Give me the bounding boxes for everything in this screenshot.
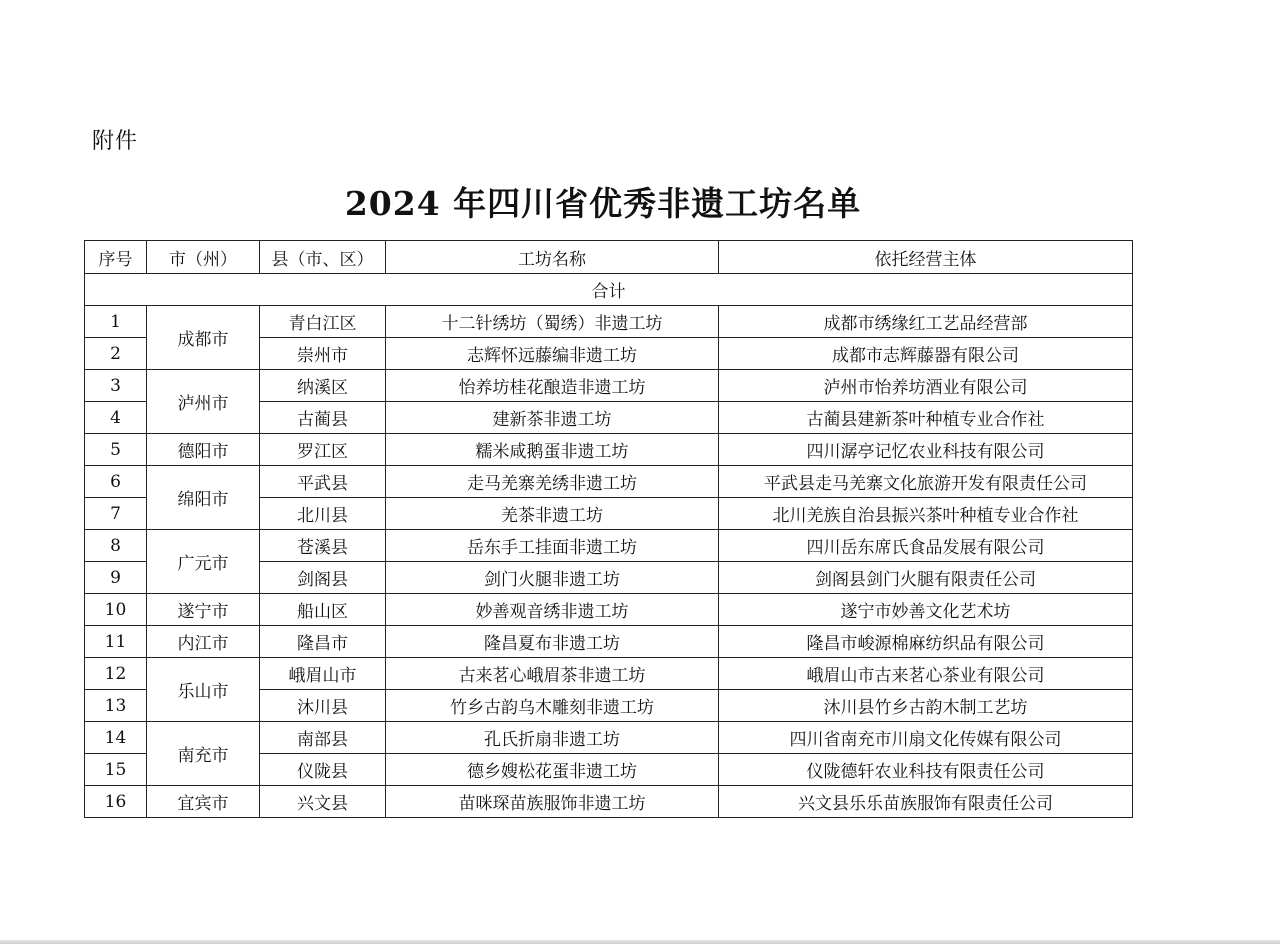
operating-entity-cell: 成都市志辉藤器有限公司 [719,338,1133,370]
city-cell: 广元市 [147,530,260,594]
county-cell: 峨眉山市 [260,658,386,690]
city-cell: 乐山市 [147,658,260,722]
city-cell: 成都市 [147,306,260,370]
serial-number-cell: 11 [85,626,147,658]
table-row [85,626,1133,658]
table-body [85,274,1133,818]
workshop-name-cell: 志辉怀远藤编非遗工坊 [386,338,719,370]
serial-number-cell: 15 [85,754,147,786]
workshop-list-table [84,240,1133,818]
document-title: 2024 年四川省优秀非遗工坊名单 [344,184,862,223]
county-cell: 青白江区 [260,306,386,338]
operating-entity-cell: 四川岳东席氏食品发展有限公司 [719,530,1133,562]
county-cell: 古蔺县 [260,402,386,434]
table-row [85,466,1133,498]
operating-entity-cell: 兴文县乐乐苗族服饰有限责任公司 [719,786,1133,818]
city-cell: 遂宁市 [147,594,260,626]
operating-entity-cell: 峨眉山市古来茗心茶业有限公司 [719,658,1133,690]
table-header-row [85,241,1133,274]
header-operating-entity: 依托经营主体 [719,241,1133,274]
table-row [85,722,1133,754]
serial-number-cell: 1 [85,306,147,338]
table-row [85,370,1133,402]
city-cell: 绵阳市 [147,466,260,530]
workshop-name-cell: 剑门火腿非遗工坊 [386,562,719,594]
serial-number-cell: 16 [85,786,147,818]
city-cell: 内江市 [147,626,260,658]
serial-number-cell: 12 [85,658,147,690]
operating-entity-cell: 沐川县竹乡古韵木制工艺坊 [719,690,1133,722]
county-cell: 罗江区 [260,434,386,466]
city-cell: 德阳市 [147,434,260,466]
workshop-name-cell: 怡养坊桂花酿造非遗工坊 [386,370,719,402]
workshop-name-cell: 糯米咸鹅蛋非遗工坊 [386,434,719,466]
workshop-name-cell: 孔氏折扇非遗工坊 [386,722,719,754]
workshop-name-cell: 岳东手工挂面非遗工坊 [386,530,719,562]
serial-number-cell: 6 [85,466,147,498]
workshop-name-cell: 妙善观音绣非遗工坊 [386,594,719,626]
header-county: 县（市、区） [260,241,386,274]
county-cell: 剑阁县 [260,562,386,594]
serial-number-cell: 3 [85,370,147,402]
county-cell: 平武县 [260,466,386,498]
table-row [85,594,1133,626]
serial-number-cell: 13 [85,690,147,722]
table-row [85,434,1133,466]
table-row [85,530,1133,562]
workshop-name-cell: 建新茶非遗工坊 [386,402,719,434]
operating-entity-cell: 成都市绣缘红工艺品经营部 [719,306,1133,338]
serial-number-cell: 8 [85,530,147,562]
header-workshop-name: 工坊名称 [386,241,719,274]
operating-entity-cell: 四川潺亭记忆农业科技有限公司 [719,434,1133,466]
city-cell: 宜宾市 [147,786,260,818]
serial-number-cell: 7 [85,498,147,530]
operating-entity-cell: 仪陇德轩农业科技有限责任公司 [719,754,1133,786]
county-cell: 苍溪县 [260,530,386,562]
header-serial-number: 序号 [85,241,147,274]
operating-entity-cell: 泸州市怡养坊酒业有限公司 [719,370,1133,402]
county-cell: 南部县 [260,722,386,754]
serial-number-cell: 10 [85,594,147,626]
operating-entity-cell: 古蔺县建新茶叶种植专业合作社 [719,402,1133,434]
operating-entity-cell: 遂宁市妙善文化艺术坊 [719,594,1133,626]
workshop-name-cell: 德乡嫂松花蛋非遗工坊 [386,754,719,786]
county-cell: 北川县 [260,498,386,530]
county-cell: 纳溪区 [260,370,386,402]
workshop-name-cell: 走马羌寨羌绣非遗工坊 [386,466,719,498]
workshop-name-cell: 隆昌夏布非遗工坊 [386,626,719,658]
serial-number-cell: 5 [85,434,147,466]
table-row [85,786,1133,818]
operating-entity-cell: 平武县走马羌寨文化旅游开发有限责任公司 [719,466,1133,498]
workshop-name-cell: 羌茶非遗工坊 [386,498,719,530]
serial-number-cell: 9 [85,562,147,594]
header-city: 市（州） [147,241,260,274]
serial-number-cell: 2 [85,338,147,370]
city-cell: 泸州市 [147,370,260,434]
serial-number-cell: 14 [85,722,147,754]
county-cell: 仪陇县 [260,754,386,786]
total-row [85,274,1133,306]
county-cell: 船山区 [260,594,386,626]
operating-entity-cell: 四川省南充市川扇文化传媒有限公司 [719,722,1133,754]
page-edge [0,940,1280,944]
county-cell: 隆昌市 [260,626,386,658]
county-cell: 崇州市 [260,338,386,370]
total-label: 合计 [85,274,1133,306]
operating-entity-cell: 剑阁县剑门火腿有限责任公司 [719,562,1133,594]
serial-number-cell: 4 [85,402,147,434]
table-row [85,658,1133,690]
workshop-name-cell: 十二针绣坊（蜀绣）非遗工坊 [386,306,719,338]
county-cell: 兴文县 [260,786,386,818]
workshop-name-cell: 竹乡古韵乌木雕刻非遗工坊 [386,690,719,722]
workshop-name-cell: 苗咪琛苗族服饰非遗工坊 [386,786,719,818]
operating-entity-cell: 隆昌市峻源棉麻纺织品有限公司 [719,626,1133,658]
operating-entity-cell: 北川羌族自治县振兴茶叶种植专业合作社 [719,498,1133,530]
workshop-name-cell: 古来茗心峨眉茶非遗工坊 [386,658,719,690]
city-cell: 南充市 [147,722,260,786]
county-cell: 沐川县 [260,690,386,722]
attachment-label: 附件 [92,129,139,154]
table-row [85,306,1133,338]
